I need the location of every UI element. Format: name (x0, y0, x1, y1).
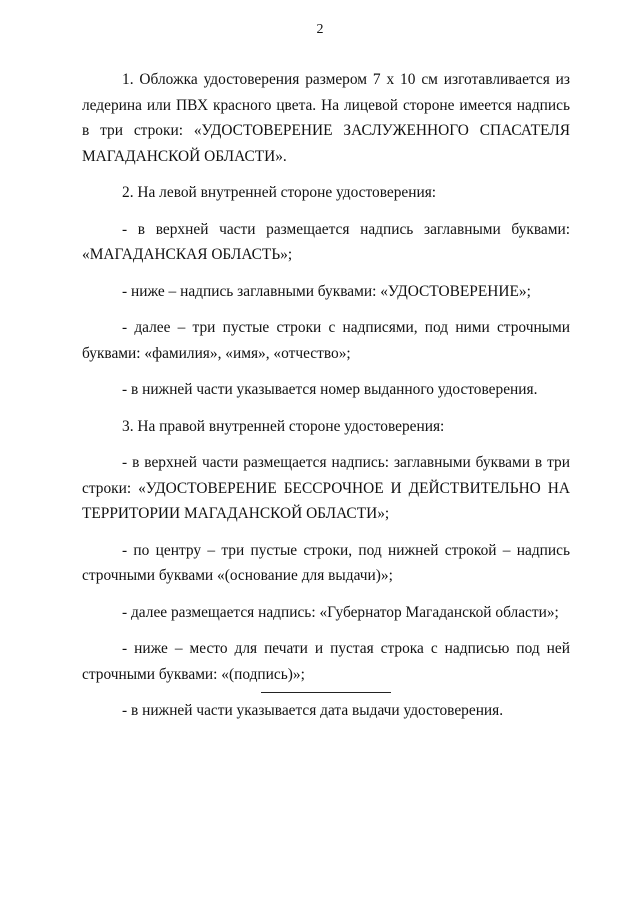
paragraph-right-side-heading: 3. На правой внутренней стороне удостоверения: (122, 417, 445, 435)
paragraph-left-below: - ниже – надпись заглавными буквами: «УДОСТОВЕРЕНИЕ»; (122, 282, 531, 300)
paragraph-right-top: - в верхней части размещается надпись: заглавными буквами в три строки: «УДОСТОВЕРЕНИЕ БЕССРОЧНОЕ И ДЕЙСТВИТЕЛЬНО НА ТЕРРИТОРИИ МАГАДАНСКОЙ ОБЛАСТИ»; (82, 454, 570, 522)
paragraph-left-top: - в верхней части размещается надпись заглавными буквами: «МАГАДАНСКАЯ ОБЛАСТЬ»; (82, 220, 570, 263)
paragraph-right-governor: - далее размещается надпись: «Губернатор Магаданской области»; (122, 603, 559, 621)
paragraph-left-bottom: - в нижней части указывается номер выданного удостоверения. (122, 381, 538, 398)
paragraph-cover-description: 1. Обложка удостоверения размером 7 х 10 см изготавливается из ледерина или ПВХ красного цвета. На лицевой стороне имеется надпись в три строки: «УДОСТОВЕРЕНИЕ ЗАСЛУЖЕННОГО СПАСАТЕЛЯ МАГАДАНСКОЙ ОБЛАСТИ». (82, 71, 570, 165)
paragraph-left-side-heading: 2. На левой внутренней стороне удостоверения: (122, 184, 437, 201)
closing-divider-line (261, 692, 391, 693)
document-body (82, 67, 570, 724)
paragraph-right-bottom: - в нижней части указывается дата выдачи удостоверения. (122, 702, 504, 719)
paragraph-right-center: - по центру – три пустые строки, под нижней строкой – надпись строчными буквами «(основание для выдачи)»; (82, 541, 570, 584)
paragraph-left-empty-lines: - далее – три пустые строки с надписями, под ними строчными буквами: «фамилия», «имя», «отчество»; (82, 319, 570, 362)
paragraph-right-stamp: - ниже – место для печати и пустая строка с надписью под ней строчными буквами: «(подпись)»; (82, 640, 570, 683)
page-number: 2 (316, 22, 324, 37)
